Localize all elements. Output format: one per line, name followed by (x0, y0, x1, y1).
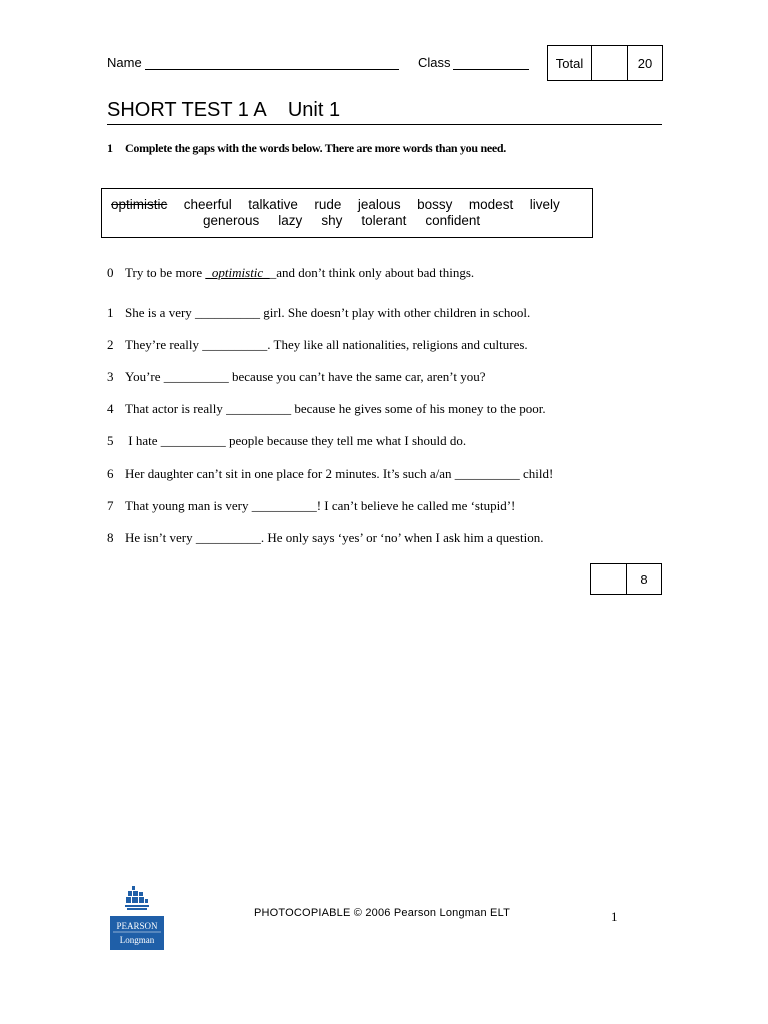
item-number: 2 (107, 337, 114, 352)
section-score-max: 8 (640, 571, 648, 587)
word-bank-word: rude (314, 197, 342, 212)
word-bank-word: generous (203, 213, 260, 228)
total-label: Total (548, 46, 592, 80)
page-number: 1 (611, 909, 618, 924)
class-field-line[interactable] (453, 69, 529, 70)
word-bank-row-1 (111, 197, 560, 212)
word-bank-row-2 (203, 213, 480, 228)
question-item[interactable] (107, 530, 543, 546)
item-number: 6 (107, 466, 114, 481)
title-divider (107, 124, 662, 125)
question-item[interactable] (107, 498, 515, 514)
word-bank-word: optimistic (111, 197, 168, 212)
section-score-box (590, 563, 662, 595)
item-number: 7 (107, 498, 114, 513)
item-text: You’re __________ because you can’t have the same car, aren’t you? (125, 369, 486, 384)
example-answer: _optimistic_ (205, 265, 270, 280)
question-item[interactable] (107, 466, 553, 482)
item-text: That young man is very __________! I can’t believe he called me ‘stupid’! (125, 498, 516, 513)
question-item[interactable] (107, 401, 546, 417)
name-label: Name (107, 55, 142, 70)
item-number: 8 (107, 530, 114, 545)
word-bank-word: bossy (417, 197, 453, 212)
footer-copyright: PHOTOCOPIABLE © 2006 Pearson Longman ELT (254, 907, 510, 919)
word-bank-word: jealous (357, 197, 401, 212)
item-number: 1 (107, 305, 114, 320)
item-text: That actor is really __________ because he gives some of his money to the poor. (125, 401, 546, 416)
item-number: 3 (107, 369, 114, 384)
word-bank-word: cheerful (183, 197, 232, 212)
item-text-after: _and don’t think only about bad things. (269, 265, 475, 280)
word-bank-word: talkative (248, 197, 298, 212)
word-bank-word: tolerant (361, 213, 407, 228)
total-score-cell[interactable] (592, 46, 628, 80)
class-label: Class (418, 55, 451, 70)
logo-text-pearson: PEARSON (116, 921, 158, 931)
item-number: 0 (107, 265, 114, 280)
question-item[interactable] (107, 369, 485, 385)
total-score-box (547, 45, 663, 81)
word-bank-word: lively (529, 197, 560, 212)
word-bank-word: lazy (278, 213, 303, 228)
question-item[interactable] (107, 305, 530, 321)
logo-text-longman: Longman (119, 935, 155, 945)
section-score-cell[interactable] (591, 564, 627, 594)
total-max: 20 (637, 55, 653, 71)
word-bank (101, 188, 593, 238)
item-number: 4 (107, 401, 114, 416)
word-bank-word: confident (425, 213, 481, 228)
item-text: I hate __________ people because they tell me what I should do. (125, 433, 467, 448)
exercise-instruction (107, 141, 506, 156)
item-text: She is a very __________ girl. She doesn’t play with other children in school. (125, 305, 531, 320)
page-title: SHORT TEST 1 A Unit 1 (107, 99, 341, 121)
question-item[interactable] (107, 433, 466, 449)
word-bank-word: shy (321, 213, 343, 228)
item-text: They’re really __________. They like all nationalities, religions and cultures. (125, 337, 528, 352)
word-bank-word: modest (468, 197, 514, 212)
instruction-text: Complete the gaps with the words below. There are more words than you need. (125, 141, 506, 155)
item-text-before: Try to be more (125, 265, 206, 280)
pearson-longman-logo (109, 884, 165, 951)
name-field-line[interactable] (145, 69, 399, 70)
item-number: 5 (107, 433, 114, 448)
exercise-number: 1 (107, 141, 113, 155)
item-text: Her daughter can’t sit in one place for 2 minutes. It’s such a/an __________ child! (125, 466, 554, 481)
question-item[interactable] (107, 337, 528, 353)
example-item (107, 265, 474, 281)
pearson-logo-icon (109, 884, 165, 951)
item-text: He isn’t very __________. He only says ‘yes’ or ‘no’ when I ask him a question. (125, 530, 544, 545)
